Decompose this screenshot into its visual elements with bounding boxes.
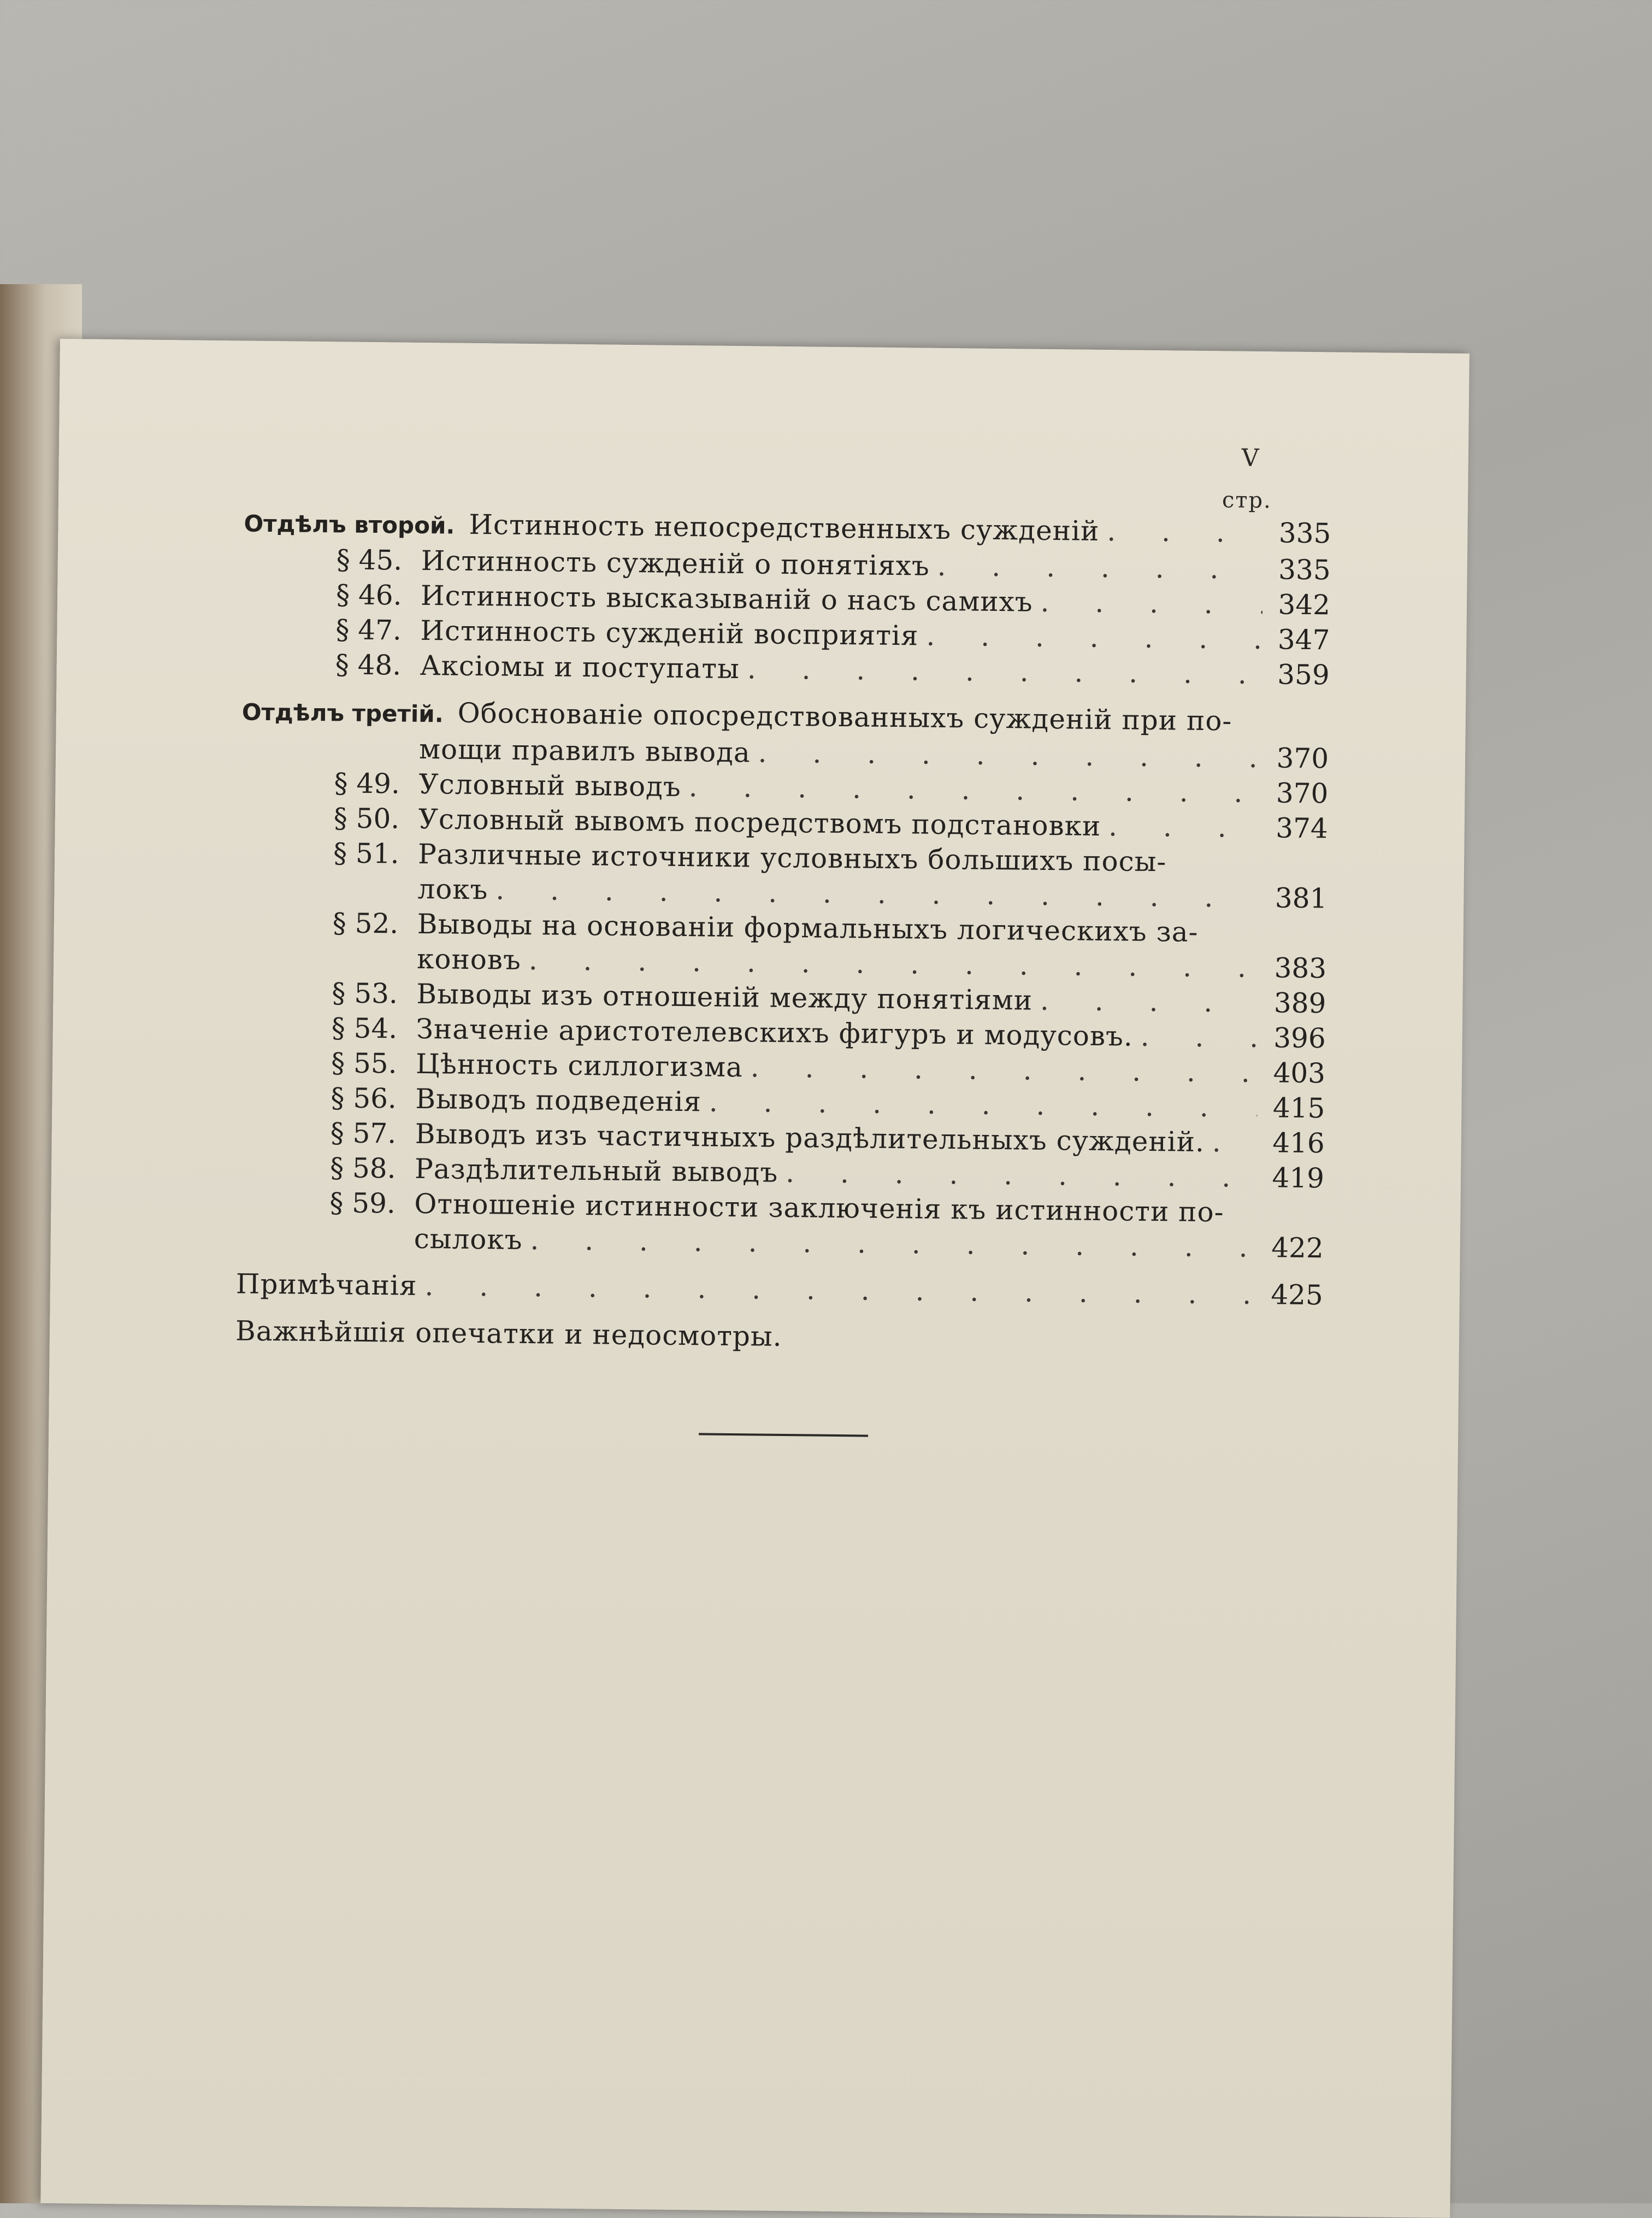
- page-ref: 359: [1277, 658, 1330, 691]
- page-column-header: стр.: [1222, 487, 1272, 514]
- page-ref: 342: [1278, 589, 1331, 621]
- section-number: § 59.: [329, 1187, 396, 1220]
- leader-dots: [758, 735, 1261, 775]
- leader-dots: [530, 1222, 1256, 1265]
- section-number: § 49.: [334, 767, 400, 800]
- section-number: § 57.: [330, 1117, 397, 1150]
- page-ref: 416: [1272, 1127, 1325, 1160]
- page-ref: 374: [1276, 812, 1329, 845]
- section-title: Выводъ изъ частичныхъ раздѣлительныхъ сужденій.: [415, 1117, 1205, 1158]
- leader-dots: [1040, 983, 1259, 1020]
- page-ref: 381: [1275, 882, 1328, 915]
- leader-dots: [1212, 1125, 1257, 1160]
- section-number: § 55.: [331, 1047, 397, 1080]
- section-number: § 45.: [336, 544, 403, 576]
- leader-dots: [424, 1268, 1255, 1312]
- leader-dots: [1140, 1019, 1258, 1055]
- page-ref: 370: [1276, 777, 1329, 810]
- leader-dots: [747, 651, 1262, 692]
- page-ref: 389: [1273, 987, 1326, 1020]
- page-ref: 370: [1276, 742, 1329, 775]
- section-title: Условный выводъ: [418, 768, 682, 803]
- section-title: Истинность сужденій о понятіяхъ: [421, 544, 930, 582]
- page-ref: 415: [1272, 1092, 1325, 1125]
- page-ref: 425: [1271, 1279, 1324, 1311]
- page-ref: 383: [1274, 952, 1327, 985]
- end-rule: [699, 1433, 868, 1437]
- page-ref: 347: [1277, 623, 1330, 656]
- leader-dots: [1040, 585, 1262, 622]
- section-title: Выводъ подведенія: [415, 1082, 702, 1118]
- section-number: § 54.: [331, 1012, 398, 1045]
- leader-dots: [786, 1155, 1256, 1195]
- section-title: Выводы изъ отношеній между понятіями: [416, 978, 1033, 1016]
- page-ref: 422: [1271, 1232, 1324, 1264]
- section-title: Истинность высказываній о насъ самихъ: [420, 579, 1033, 618]
- leader-dots: [688, 769, 1260, 810]
- page-ref: 419: [1272, 1162, 1325, 1195]
- section-number: § 50.: [333, 802, 400, 835]
- page-number: V: [1241, 444, 1259, 472]
- part-label: Отдѣлъ второй.: [244, 510, 455, 539]
- section-title-line-1: Выводы на основаніи формальныхъ логическихъ за-: [417, 908, 1199, 948]
- section-title-line-2: локъ: [417, 873, 488, 906]
- section-number: § 52.: [332, 907, 399, 940]
- section-title-line-2: коновъ: [416, 943, 522, 976]
- page-ref: 335: [1278, 554, 1331, 586]
- section-number: § 56.: [331, 1082, 397, 1115]
- leader-dots: [937, 549, 1263, 587]
- errata-title: Важнѣйшія опечатки и недосмотры.: [235, 1315, 782, 1352]
- section-number: § 48.: [335, 649, 402, 681]
- section-number: § 58.: [329, 1152, 396, 1185]
- section-title: Истинность сужденій восприятія: [420, 614, 919, 652]
- notes-title: Примѣчанія: [235, 1268, 417, 1302]
- part-label: Отдѣлъ третій.: [241, 698, 444, 728]
- toc-errata: [235, 1313, 1323, 1360]
- section-title: Раздѣлительный выводъ: [414, 1152, 778, 1189]
- section-title: Цѣнность силлогизма: [415, 1048, 744, 1084]
- page-ref: 396: [1273, 1022, 1326, 1055]
- leader-dots: [751, 1050, 1258, 1090]
- section-title-line-1: Отношеніе истинности заключенія къ истинности по-: [414, 1187, 1224, 1228]
- page-ref: 403: [1273, 1057, 1326, 1090]
- section-title: Значеніе аристотелевскихъ фигуръ и модусовъ.: [416, 1013, 1134, 1052]
- section-title: Аксіомы и поступаты: [420, 649, 740, 685]
- leader-dots: [926, 619, 1262, 657]
- section-number: § 47.: [335, 614, 402, 646]
- section-number: § 46.: [335, 579, 402, 611]
- section-title: Условный вывомъ посредствомъ подстановки: [418, 803, 1101, 842]
- page-ref: 335: [1278, 517, 1331, 550]
- section-number: § 51.: [333, 837, 399, 870]
- part-title: Истинность непосредственныхъ сужденій: [469, 508, 1100, 547]
- book-page: [40, 339, 1470, 2218]
- section-title-line-1: Различные источники условныхъ большихъ посы-: [417, 838, 1167, 878]
- part-title-line-2: мощи правилъ вывода: [418, 733, 751, 769]
- toc-notes: [236, 1266, 1324, 1313]
- section-title-line-2: сылокъ: [414, 1222, 523, 1256]
- section-number: § 53.: [332, 977, 398, 1010]
- part-title-line-1: Обоснованіе опосредствованныхъ сужденій при по-: [457, 697, 1232, 737]
- leader-dots: [1108, 809, 1260, 845]
- leader-dots: [1107, 514, 1264, 550]
- table-of-contents: [235, 505, 1331, 1360]
- leader-dots: [709, 1085, 1258, 1126]
